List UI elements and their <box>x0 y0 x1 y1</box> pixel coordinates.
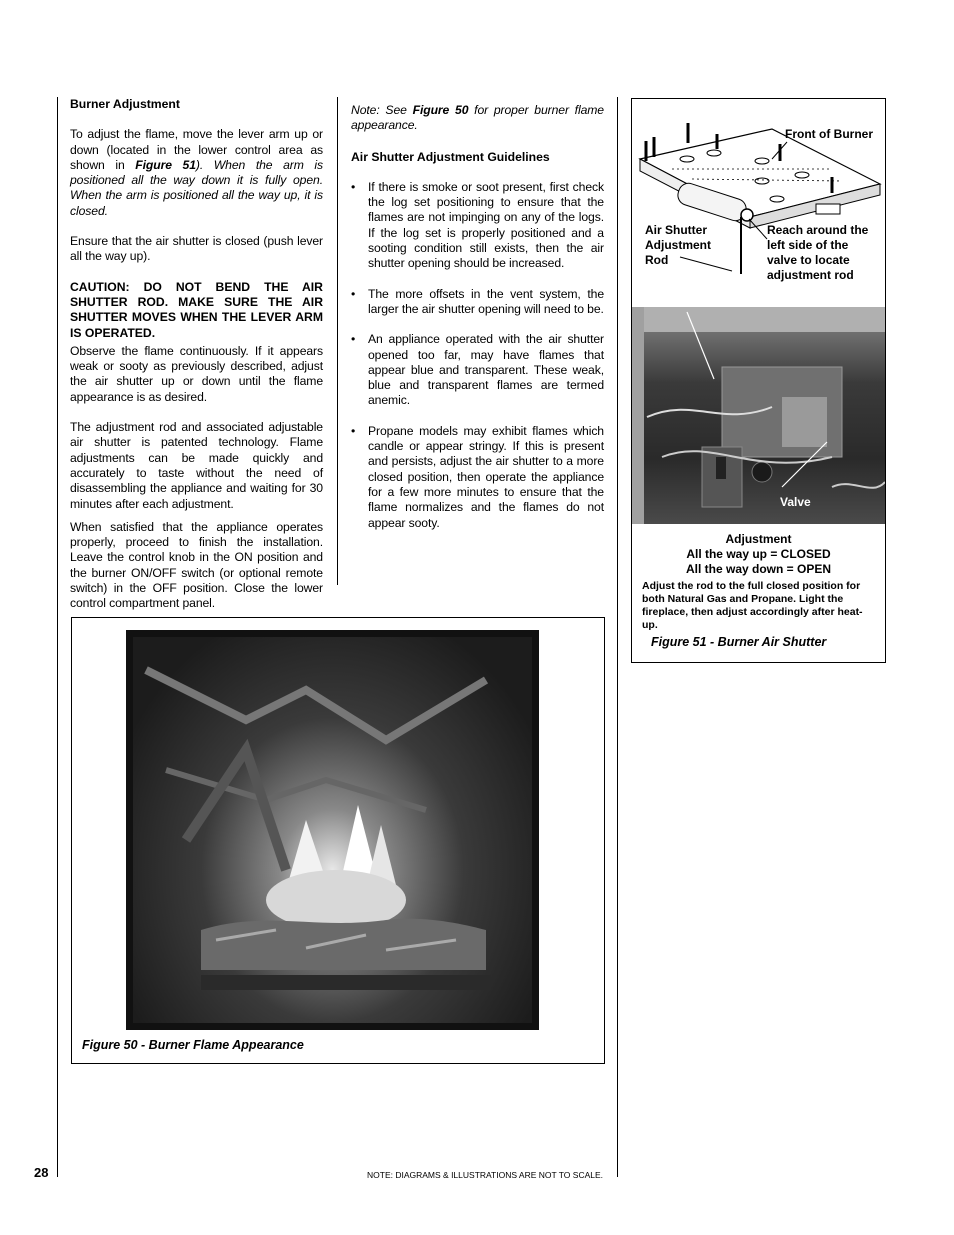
caution-text: CAUTION: DO NOT BEND THE AIR SHUTTER ROD. MAKE SURE THE AIR SHUTTER MOVES WHEN THE LEVER ARM IS OPERATED. <box>70 279 323 340</box>
note-text-b: for proper burner flame appearance. <box>351 103 604 133</box>
bullet-icon: • <box>351 286 356 301</box>
scale-note: NOTE: DIAGRAMS & ILLUSTRATIONS ARE NOT TO SCALE. <box>367 1170 604 1180</box>
figure-50-box <box>71 617 605 1064</box>
figure-51-caption: Figure 51 - Burner Air Shutter <box>651 635 827 649</box>
air-shutter-rod-label: Air Shutter Adjustment Rod <box>645 223 711 267</box>
valve-photo <box>632 307 885 524</box>
flame-photo <box>126 630 539 1030</box>
reach-around-label: Reach around the left side of the valve to locate adjustment rod <box>767 223 869 282</box>
guideline-text: Propane models may exhibit flames which candle or appear stringy. If this is present and persists, adjust the air shutter to a more closed position, then operate the appliance for a few more minutes to ensure that the flame normalizes and the flames do not appear sooty. <box>368 423 604 530</box>
paragraph-patented-rod: The adjustment rod and associated adjustable air shutter is patented technology. Flame adjustments can be made quickly and accurately to taste without the need of disassembling the appliance and waiting for 30 minutes after each adjustment. <box>70 420 323 511</box>
p1-text-a: To adjust the flame, move the lever arm up or down (located in the lower control area as shown in <box>70 127 323 172</box>
paragraph-adjust-flame <box>70 127 323 219</box>
left-margin-rule <box>57 97 58 1177</box>
bullet-icon: • <box>351 423 356 438</box>
bullet-icon: • <box>351 179 356 194</box>
flame-photo-details <box>126 630 539 1030</box>
burner-adjustment-heading: Burner Adjustment <box>70 97 180 111</box>
guideline-item <box>351 424 604 531</box>
bullet-icon: • <box>351 332 356 347</box>
guideline-text: If there is smoke or soot present, first check the log set positioning to ensure that the flames are not impinging on any of the logs. If the log set is properly positioned and a sooting condition still exists, then the air shutter opening should be increased. <box>368 179 604 271</box>
guideline-item <box>351 332 604 408</box>
column-2 <box>351 103 604 531</box>
figure-51-ref: Figure 51 <box>135 157 196 172</box>
figure-51-box <box>631 98 886 663</box>
adjustment-up-closed: All the way up = CLOSED <box>686 547 831 561</box>
valve-label: Valve <box>780 495 811 509</box>
paragraph-when-satisfied: When satisfied that the appliance operates properly, proceed to finish the installation. Leave the control knob in the ON position and the burner ON/OFF switch (or optional remote switch) in the OFF position. Close the lower control compartment panel. <box>70 519 323 611</box>
guidelines-heading: Air Shutter Adjustment Guidelines <box>351 149 550 164</box>
adjustment-note: Adjust the rod to the full closed position for both Natural Gas and Propane. Light the fireplace, then adjust accordingly after heat-up. <box>642 580 863 631</box>
page-number: 28 <box>34 1165 49 1180</box>
valve-photo-details <box>632 307 885 524</box>
guideline-item <box>351 180 604 272</box>
figure-50-ref: Figure 50 <box>412 103 469 117</box>
note-figure-50 <box>351 103 604 134</box>
right-column-rule <box>617 97 618 1177</box>
guideline-item <box>351 287 604 318</box>
guideline-text: The more offsets in the vent system, the larger the air shutter opening will need to be. <box>368 286 604 316</box>
paragraph-observe-flame: Observe the flame continuously. If it appears weak or sooty as previously described, adjust the air shutter up or down until the flame appearance is as desired. <box>70 343 323 404</box>
p1-text-b: ). When the arm is positioned all the way down it is fully open. When the arm is positioned all the way up, it is closed. <box>70 157 323 218</box>
guideline-text: An appliance operated with the air shutter opened too far, may have flames that appear blue and transparent. These weak, blue and transparent flames are termed anemic. <box>368 332 604 408</box>
front-of-burner-label: Front of Burner <box>785 127 873 141</box>
figure-50-caption: Figure 50 - Burner Flame Appearance <box>82 1038 304 1052</box>
column-1 <box>70 97 323 612</box>
note-text-a: Note: See <box>351 103 413 117</box>
column-divider-rule <box>337 97 338 585</box>
adjustment-title: Adjustment <box>725 532 792 546</box>
adjustment-down-open: All the way down = OPEN <box>685 562 832 576</box>
paragraph-ensure-closed: Ensure that the air shutter is closed (push lever all the way up). <box>70 234 323 264</box>
